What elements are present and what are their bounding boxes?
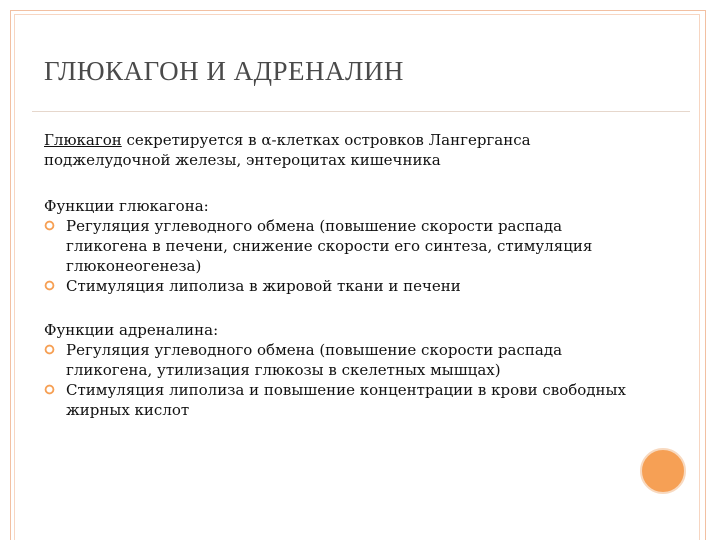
slide-title: ГЛЮКАГОН И АДРЕНАЛИН <box>44 56 404 86</box>
orange-ring-bullet-icon <box>44 344 55 355</box>
list-item <box>44 216 644 276</box>
list-item <box>44 380 644 420</box>
glucagon-functions-list <box>44 216 644 296</box>
adrenaline-functions-heading: Функции адреналина: <box>44 321 219 339</box>
list-item <box>44 276 644 296</box>
intro-term: Глюкагон <box>44 131 122 149</box>
glucagon-functions-heading: Функции глюкагона: <box>44 197 209 215</box>
slide-body <box>44 130 644 444</box>
list-item <box>44 340 644 380</box>
list-item-text: Регуляция углеводного обмена (повышение скорости распада гликогена, утилизация глюкозы в скелетных мышцах) <box>66 341 563 379</box>
list-item-text: Регуляция углеводного обмена (повышение скорости распада гликогена в печени, снижение скорости его синтеза, стимуляция глюконеогенеза) <box>66 217 593 275</box>
adrenaline-functions-list <box>44 340 644 420</box>
list-item-text: Стимуляция липолиза и повышение концентрации в крови свободных жирных кислот <box>66 381 626 419</box>
intro-text-line2: поджелудочной железы, энтероцитах кишечника <box>44 151 441 169</box>
intro-text-line1: секретируется в α-клетках островков Лангерганса <box>121 131 531 149</box>
orange-circle-icon <box>640 448 686 494</box>
list-item-text: Стимуляция липолиза в жировой ткани и печени <box>66 277 461 295</box>
orange-ring-bullet-icon <box>44 220 55 231</box>
intro-paragraph <box>44 130 644 170</box>
orange-ring-bullet-icon <box>44 280 55 291</box>
title-divider <box>32 111 690 112</box>
orange-ring-bullet-icon <box>44 384 55 395</box>
